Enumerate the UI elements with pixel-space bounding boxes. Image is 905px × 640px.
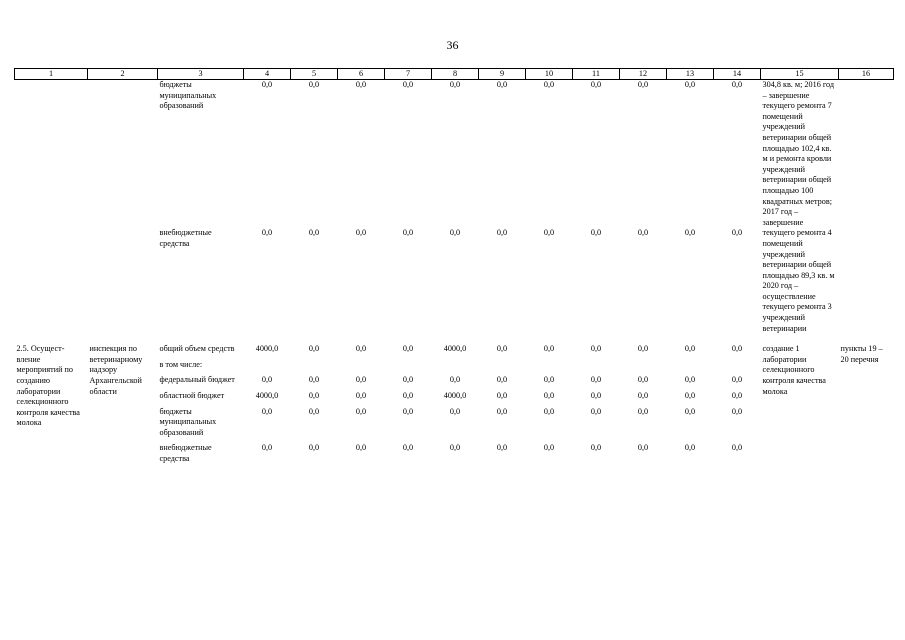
funding-value-cell: 0,0 [590,228,602,238]
funding-value-cell: 0,0 [402,391,414,401]
funding-value-cell [291,360,338,376]
funding-value-cell: 0,0 [637,80,649,89]
column-number-row [15,69,894,80]
funding-value-cell: 0,0 [402,344,414,354]
funding-value-cell: 0,0 [731,443,743,453]
column-number-cell: 4 [244,69,291,80]
funding-source-label: бюджеты муниципальных образований [159,80,217,111]
spacer-cell [15,334,894,344]
funding-value-cell: 4000,0 [255,344,279,354]
funding-value-cell: 0,0 [543,391,555,401]
funding-value-cell: 0,0 [684,391,696,401]
funding-value-cell: 0,0 [355,228,367,238]
expected-result-cell: создание 1 лаборатории селекционного контроля качества молока [762,344,826,396]
spacer-row [15,334,894,344]
funding-value-cell: 0,0 [590,406,602,416]
funding-value-cell: 0,0 [449,443,461,453]
column-number-cell: 5 [291,69,338,80]
funding-value-cell [526,360,573,376]
funding-value-cell: 0,0 [590,80,602,89]
funding-value-cell: 0,0 [684,228,696,238]
column-number-cell: 2 [88,69,158,80]
executor-cell: инспекция по ветеринарному надзору Архангельской области [89,344,143,396]
reference-cell [839,80,894,335]
funding-value-cell [667,360,714,376]
funding-value-cell: 0,0 [449,228,461,238]
funding-value-cell: 0,0 [308,375,320,385]
column-number-cell: 1 [15,69,88,80]
funding-value-cell: 0,0 [449,375,461,385]
executor-cell [88,80,158,335]
column-number-cell: 9 [479,69,526,80]
funding-value-cell: 0,0 [261,228,273,238]
funding-value-cell: 0,0 [261,443,273,453]
funding-value-cell: 0,0 [543,375,555,385]
funding-value-cell: 0,0 [731,80,743,89]
funding-value-cell: 0,0 [543,443,555,453]
column-number-cell: 13 [667,69,714,80]
funding-value-cell: 0,0 [731,344,743,354]
funding-value-cell: 0,0 [308,228,320,238]
funding-value-cell: 4000,0 [255,391,279,401]
funding-value-cell: 0,0 [543,228,555,238]
funding-value-cell: 4000,0 [443,391,467,401]
funding-value-cell: 0,0 [496,406,508,416]
table-row [15,80,894,229]
funding-value-cell: 0,0 [355,391,367,401]
funding-value-cell: 0,0 [308,80,320,89]
funding-value-cell [573,360,620,376]
column-number-cell: 14 [714,69,761,80]
funding-value-cell: 0,0 [590,443,602,453]
funding-source-label: федеральный бюджет [159,375,235,385]
column-number-cell: 6 [338,69,385,80]
funding-value-cell: 0,0 [684,443,696,453]
funding-value-cell: 0,0 [355,406,367,416]
funding-value-cell [244,360,291,376]
funding-source-label: областной бюджет [159,391,225,401]
column-number-cell: 11 [573,69,620,80]
funding-value-cell: 0,0 [590,344,602,354]
funding-value-cell: 0,0 [402,375,414,385]
funding-value-cell: 0,0 [355,375,367,385]
funding-value-cell: 0,0 [402,443,414,453]
funding-value-cell [432,360,479,376]
funding-value-cell: 0,0 [637,406,649,416]
funding-value-cell: 0,0 [731,406,743,416]
funding-value-cell: 0,0 [308,391,320,401]
funding-value-cell: 0,0 [684,375,696,385]
reference-cell: пункты 19 – 20 перечня [840,344,883,364]
funding-value-cell: 0,0 [637,344,649,354]
funding-value-cell: 0,0 [590,391,602,401]
funding-value-cell: 0,0 [637,443,649,453]
funding-value-cell [620,360,667,376]
funding-value-cell: 0,0 [731,375,743,385]
program-table [14,68,894,470]
funding-value-cell: 0,0 [308,406,320,416]
funding-source-label: в том числе: [159,359,203,369]
funding-value-cell: 0,0 [637,391,649,401]
funding-value-cell: 0,0 [496,228,508,238]
column-number-cell: 7 [385,69,432,80]
column-number-cell: 12 [620,69,667,80]
funding-value-cell: 0,0 [402,80,414,89]
funding-source-label: внебюджетные средства [159,228,212,249]
funding-value-cell: 0,0 [449,80,461,89]
funding-value-cell: 0,0 [684,406,696,416]
column-number-cell: 15 [761,69,839,80]
funding-value-cell: 0,0 [261,375,273,385]
funding-value-cell: 0,0 [543,80,555,89]
funding-value-cell: 0,0 [590,375,602,385]
funding-value-cell: 0,0 [355,344,367,354]
funding-value-cell: 0,0 [543,406,555,416]
funding-value-cell [385,360,432,376]
page-number: 36 [446,38,459,52]
measure-title-cell [15,80,88,335]
funding-value-cell: 0,0 [402,406,414,416]
funding-value-cell: 0,0 [402,228,414,238]
funding-value-cell: 0,0 [496,375,508,385]
funding-source-label: внебюджетные средства [159,443,212,463]
funding-value-cell: 0,0 [731,391,743,401]
funding-value-cell: 0,0 [684,80,696,89]
column-number-cell: 16 [839,69,894,80]
funding-value-cell [338,360,385,376]
funding-value-cell: 0,0 [308,443,320,453]
funding-value-cell: 0,0 [731,228,743,238]
funding-source-label: общий объем средств [159,344,235,354]
funding-value-cell [479,360,526,376]
funding-value-cell: 0,0 [449,406,461,416]
funding-value-cell: 0,0 [543,344,555,354]
funding-value-cell: 4000,0 [443,344,467,354]
funding-value-cell: 0,0 [355,443,367,453]
funding-value-cell [714,360,761,376]
funding-value-cell: 0,0 [496,344,508,354]
funding-value-cell: 0,0 [637,228,649,238]
funding-source-label: бюджеты муниципальных образований [159,406,217,437]
funding-value-cell: 0,0 [308,344,320,354]
expected-result-cell: 304,8 кв. м; 2016 год – завершение текущего ремонта 7 помещений учреждений ветеринарии общей площадью 102,4 кв. м и ремонта кровли учреждений ветеринарии общей площадью 100 квадратных метров; 2017 год – завершение текущего ремонта 4 помещений учреждений ветеринарии общей площадью 89,3 кв. м 2020 год – осуществление текущего ремонта 3 учреждений ветеринарии [762,80,835,333]
column-number-cell: 8 [432,69,479,80]
table-row [15,344,894,360]
column-number-cell: 10 [526,69,573,80]
funding-value-cell: 0,0 [496,443,508,453]
funding-value-cell: 0,0 [496,80,508,89]
column-number-cell: 3 [158,69,244,80]
funding-value-cell: 0,0 [684,344,696,354]
funding-value-cell: 0,0 [261,80,273,89]
funding-value-cell: 0,0 [496,391,508,401]
measure-title-cell: 2.5. Осущест-вление мероприятий по созданию лаборатории селекционного контроля качества молока [16,344,80,428]
funding-value-cell: 0,0 [261,406,273,416]
funding-value-cell: 0,0 [637,375,649,385]
funding-value-cell: 0,0 [355,80,367,89]
